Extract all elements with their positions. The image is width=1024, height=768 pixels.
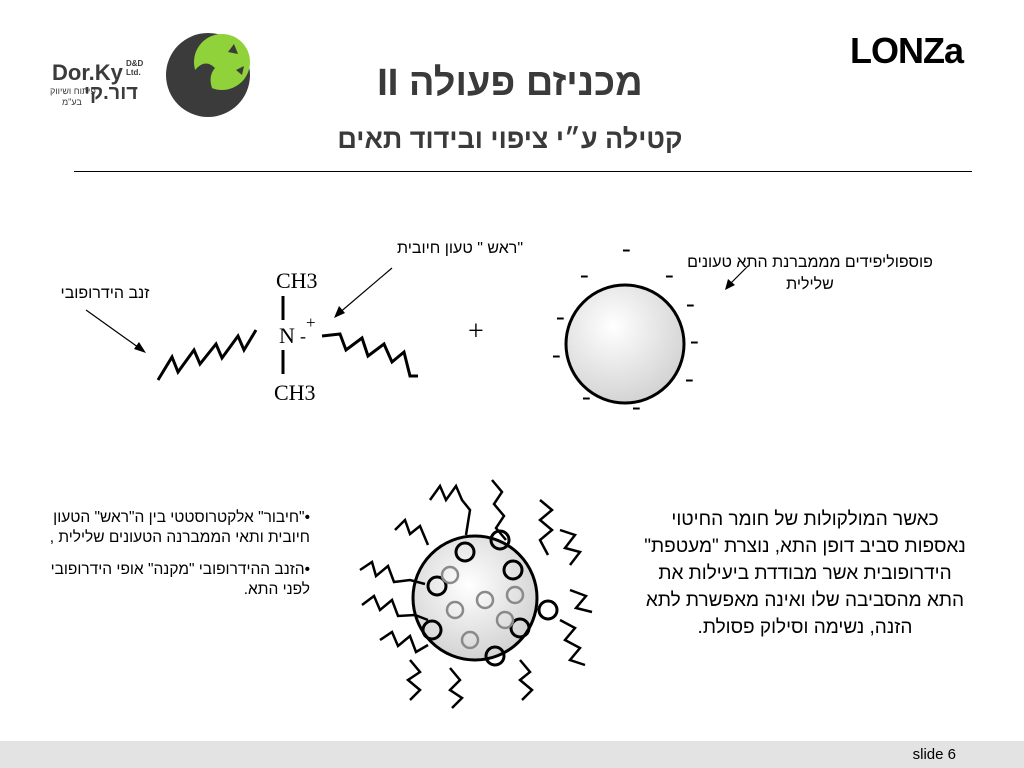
head-arrow	[338, 268, 392, 314]
negative-charge: -	[632, 392, 641, 421]
negative-charge: -	[685, 364, 694, 393]
nitrogen-atom: N	[279, 323, 295, 348]
logo-suffix: D&D Ltd.	[126, 59, 144, 77]
positive-head-label: "ראש " טעון חיובית	[396, 240, 524, 257]
hydrophobic-tail-zigzag	[158, 330, 256, 380]
negative-charge: -	[580, 260, 589, 289]
bullet-item: •"חיבור" אלקטרוסטטי בין ה"ראש" הטעון חיובית ותאי הממברנה הטעונים שלילית ,	[49, 509, 310, 546]
membrane-label-line1: פוספוליפידים מממברנת התא טעונים	[687, 254, 933, 271]
alkyl-chain-zigzag	[322, 334, 418, 376]
bullet-list	[20, 508, 310, 612]
bullet-item: •הזנב ההידרופובי "מקנה" אופי הידרופובי לפני התא.	[50, 561, 310, 598]
logo-name-he: דור.קי	[84, 82, 138, 104]
logo-tagline: פיתוח ושיווק	[50, 86, 96, 96]
negative-charge: -	[556, 302, 565, 331]
charge-plus: +	[306, 313, 316, 332]
footer-bar	[0, 741, 1024, 768]
membrane-label-line2: שלילית	[786, 276, 834, 293]
tail-arrow	[86, 310, 142, 350]
negative-charge: -	[690, 326, 699, 355]
negative-charge: -	[665, 260, 674, 289]
slide-number: slide 6	[912, 746, 956, 763]
hydrophobic-tail-label: זנב הידרופובי	[60, 285, 150, 302]
lonza-logo: LONZa	[850, 30, 964, 71]
logo-name-en: Dor.Ky	[52, 60, 123, 85]
bond-dash: -	[300, 326, 306, 346]
plus-sign: +	[468, 316, 484, 347]
page-title: מכניזם פעולה II	[377, 62, 643, 104]
negative-charge: -	[622, 234, 631, 263]
explanation-paragraph: כאשר המולקולות של חומר החיטוי נאספות סביב דופן התא, נוצרת "מעטפת" הידרופובית אשר מבודדת ביעילות את התא מהסביבה שלו ואינה מאפשרת לתא הזנה, נשימה וסילוק פסולת.	[644, 509, 966, 638]
page-subtitle: קטילה ע״י ציפוי ובידוד תאים	[337, 124, 683, 154]
negative-charge: -	[686, 289, 695, 318]
ch3-bottom: CH3	[274, 380, 316, 405]
ch3-top: CH3	[276, 268, 318, 293]
logo-company-type: בע"מ	[62, 97, 82, 107]
coated-cell	[360, 480, 592, 708]
negative-charge: -	[582, 382, 591, 411]
negative-charge: -	[552, 340, 561, 369]
